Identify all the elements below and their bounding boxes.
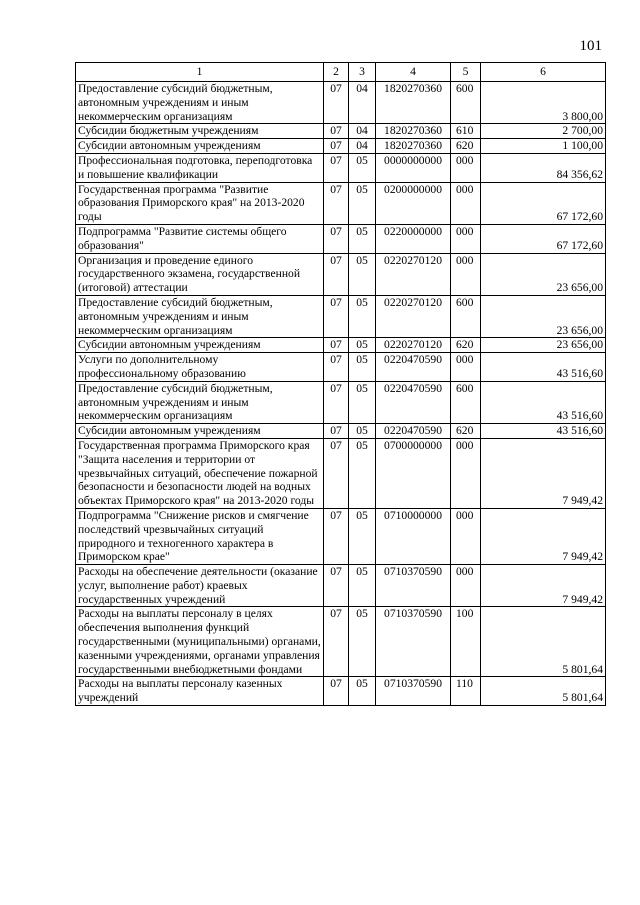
section-cell: 07 — [324, 253, 349, 295]
amount-cell: 1 100,00 — [481, 139, 606, 154]
expense-type-cell: 620 — [451, 338, 481, 353]
table-row — [76, 338, 606, 353]
amount-cell: 23 656,00 — [481, 338, 606, 353]
row-name-cell: Субсидии бюджетным учреждениям — [76, 124, 324, 139]
header-cell: 5 — [451, 63, 481, 82]
subsection-cell: 05 — [349, 565, 376, 607]
target-code-cell: 0220470590 — [376, 381, 451, 423]
section-cell: 07 — [324, 438, 349, 508]
target-code-cell: 0220270120 — [376, 295, 451, 337]
section-cell: 07 — [324, 295, 349, 337]
amount-cell: 5 801,64 — [481, 677, 606, 706]
subsection-cell: 05 — [349, 508, 376, 564]
table-row — [76, 139, 606, 154]
subsection-cell: 04 — [349, 139, 376, 154]
target-code-cell: 0220270120 — [376, 253, 451, 295]
row-name-cell: Предоставление субсидий бюджетным, автономным учреждениям и иным некоммерческим организациям — [76, 82, 324, 124]
amount-cell: 2 700,00 — [481, 124, 606, 139]
section-cell: 07 — [324, 353, 349, 382]
table-row — [76, 295, 606, 337]
target-code-cell: 0710370590 — [376, 607, 451, 677]
amount-cell: 84 356,62 — [481, 153, 606, 182]
row-name-cell: Подпрограмма "Развитие системы общего образования" — [76, 224, 324, 253]
amount-cell: 3 800,00 — [481, 82, 606, 124]
expense-type-cell: 000 — [451, 224, 481, 253]
amount-cell: 23 656,00 — [481, 253, 606, 295]
target-code-cell: 0220470590 — [376, 424, 451, 439]
subsection-cell: 05 — [349, 338, 376, 353]
amount-cell: 43 516,60 — [481, 381, 606, 423]
expense-type-cell: 000 — [451, 182, 481, 224]
section-cell: 07 — [324, 124, 349, 139]
subsection-cell: 05 — [349, 253, 376, 295]
table-row — [76, 124, 606, 139]
page-number: 101 — [579, 38, 602, 54]
section-cell: 07 — [324, 508, 349, 564]
row-name-cell: Расходы на выплаты персоналу в целях обеспечения выполнения функций государственными (муниципальными) органами, казенными учреждениями, органами управления государственными внебюджетными фондами — [76, 607, 324, 677]
target-code-cell: 0000000000 — [376, 153, 451, 182]
row-name-cell: Субсидии автономным учреждениям — [76, 424, 324, 439]
amount-cell: 7 949,42 — [481, 438, 606, 508]
table-row — [76, 508, 606, 564]
row-name-cell: Субсидии автономным учреждениям — [76, 338, 324, 353]
row-name-cell: Государственная программа Приморского края "Защита населения и территории от чрезвычайных ситуаций, обеспечение пожарной безопасности и безопасности людей на водных объектах Приморского края" на 2013-2020 годы — [76, 438, 324, 508]
subsection-cell: 04 — [349, 124, 376, 139]
row-name-cell: Субсидии автономным учреждениям — [76, 139, 324, 154]
amount-cell: 23 656,00 — [481, 295, 606, 337]
subsection-cell: 04 — [349, 82, 376, 124]
expense-type-cell: 610 — [451, 124, 481, 139]
target-code-cell: 0220000000 — [376, 224, 451, 253]
section-cell: 07 — [324, 424, 349, 439]
expense-type-cell: 620 — [451, 424, 481, 439]
target-code-cell: 0710000000 — [376, 508, 451, 564]
table-header-row — [76, 63, 606, 82]
table-row — [76, 607, 606, 677]
expense-type-cell: 110 — [451, 677, 481, 706]
table-row — [76, 438, 606, 508]
amount-cell: 7 949,42 — [481, 565, 606, 607]
target-code-cell: 0200000000 — [376, 182, 451, 224]
table-body — [76, 82, 606, 706]
subsection-cell: 05 — [349, 153, 376, 182]
expense-type-cell: 600 — [451, 82, 481, 124]
table-row — [76, 381, 606, 423]
header-cell: 1 — [76, 63, 324, 82]
subsection-cell: 05 — [349, 381, 376, 423]
table-row — [76, 224, 606, 253]
amount-cell: 67 172,60 — [481, 224, 606, 253]
table-row — [76, 565, 606, 607]
amount-cell: 7 949,42 — [481, 508, 606, 564]
header-cell: 4 — [376, 63, 451, 82]
expense-type-cell: 000 — [451, 565, 481, 607]
table-row — [76, 253, 606, 295]
table-row — [76, 677, 606, 706]
target-code-cell: 0710370590 — [376, 565, 451, 607]
target-code-cell: 1820270360 — [376, 139, 451, 154]
expense-type-cell: 000 — [451, 438, 481, 508]
expense-type-cell: 600 — [451, 295, 481, 337]
expense-type-cell: 000 — [451, 153, 481, 182]
expense-type-cell: 100 — [451, 607, 481, 677]
subsection-cell: 05 — [349, 677, 376, 706]
section-cell: 07 — [324, 607, 349, 677]
subsection-cell: 05 — [349, 224, 376, 253]
amount-cell: 43 516,60 — [481, 424, 606, 439]
subsection-cell: 05 — [349, 295, 376, 337]
subsection-cell: 05 — [349, 182, 376, 224]
row-name-cell: Услуги по дополнительному профессиональному образованию — [76, 353, 324, 382]
budget-table — [75, 62, 606, 706]
section-cell: 07 — [324, 139, 349, 154]
table-row — [76, 424, 606, 439]
header-cell: 6 — [481, 63, 606, 82]
section-cell: 07 — [324, 381, 349, 423]
target-code-cell: 1820270360 — [376, 82, 451, 124]
target-code-cell: 0700000000 — [376, 438, 451, 508]
amount-cell: 67 172,60 — [481, 182, 606, 224]
section-cell: 07 — [324, 153, 349, 182]
target-code-cell: 0220470590 — [376, 353, 451, 382]
subsection-cell: 05 — [349, 424, 376, 439]
row-name-cell: Профессиональная подготовка, переподготовка и повышение квалификации — [76, 153, 324, 182]
amount-cell: 43 516,60 — [481, 353, 606, 382]
expense-type-cell: 000 — [451, 353, 481, 382]
subsection-cell: 05 — [349, 438, 376, 508]
row-name-cell: Подпрограмма "Снижение рисков и смягчение последствий чрезвычайных ситуаций природного и техногенного характера в Приморском крае" — [76, 508, 324, 564]
section-cell: 07 — [324, 82, 349, 124]
section-cell: 07 — [324, 677, 349, 706]
row-name-cell: Организация и проведение единого государственного экзамена, государственной (итоговой) аттестации — [76, 253, 324, 295]
expense-type-cell: 000 — [451, 508, 481, 564]
amount-cell: 5 801,64 — [481, 607, 606, 677]
subsection-cell: 05 — [349, 607, 376, 677]
expense-type-cell: 620 — [451, 139, 481, 154]
header-cell: 2 — [324, 63, 349, 82]
row-name-cell: Расходы на выплаты персоналу казенных учреждений — [76, 677, 324, 706]
row-name-cell: Государственная программа "Развитие образования Приморского края" на 2013-2020 годы — [76, 182, 324, 224]
table-row — [76, 153, 606, 182]
section-cell: 07 — [324, 338, 349, 353]
expense-type-cell: 000 — [451, 253, 481, 295]
section-cell: 07 — [324, 224, 349, 253]
header-cell: 3 — [349, 63, 376, 82]
table-row — [76, 353, 606, 382]
section-cell: 07 — [324, 565, 349, 607]
table-row — [76, 182, 606, 224]
target-code-cell: 0710370590 — [376, 677, 451, 706]
row-name-cell: Предоставление субсидий бюджетным, автономным учреждениям и иным некоммерческим организациям — [76, 381, 324, 423]
section-cell: 07 — [324, 182, 349, 224]
row-name-cell: Предоставление субсидий бюджетным, автономным учреждениям и иным некоммерческим организациям — [76, 295, 324, 337]
expense-type-cell: 600 — [451, 381, 481, 423]
target-code-cell: 1820270360 — [376, 124, 451, 139]
row-name-cell: Расходы на обеспечение деятельности (оказание услуг, выполнение работ) краевых государственных учреждений — [76, 565, 324, 607]
target-code-cell: 0220270120 — [376, 338, 451, 353]
table-row — [76, 82, 606, 124]
subsection-cell: 05 — [349, 353, 376, 382]
